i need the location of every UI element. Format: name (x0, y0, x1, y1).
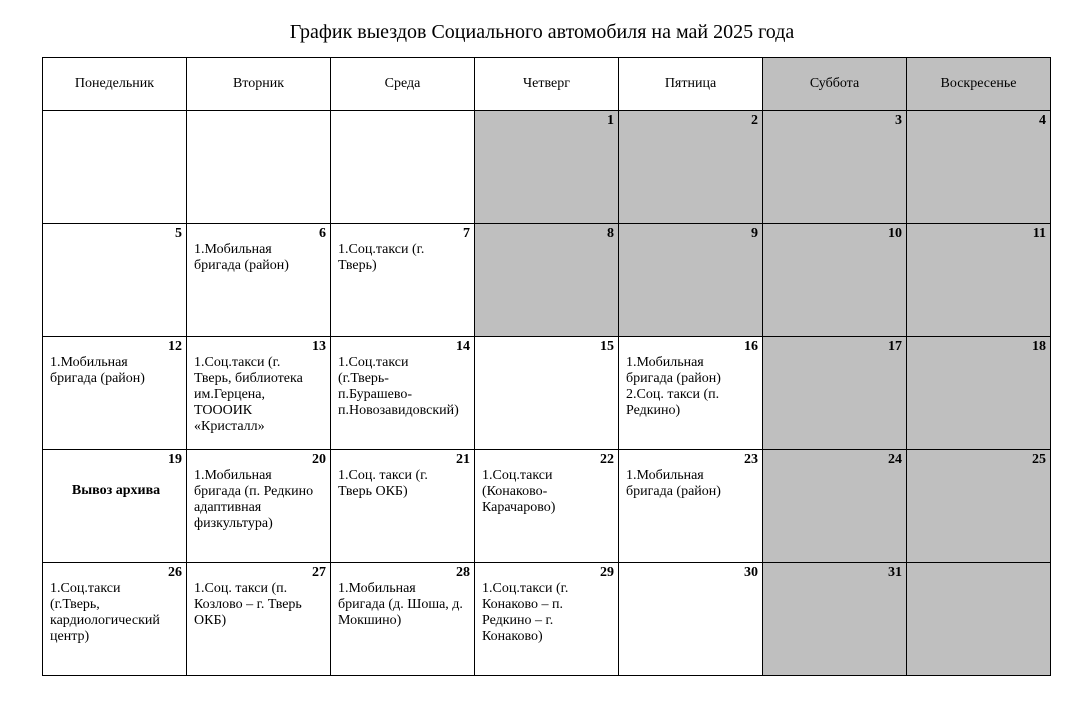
weekday-header-tuesday: Вторник (187, 58, 331, 111)
day-note (907, 128, 1050, 129)
day-cell (43, 563, 187, 676)
day-number: 26 (168, 565, 182, 580)
day-cell (763, 563, 907, 676)
day-number: 19 (168, 452, 182, 467)
day-cell (763, 224, 907, 337)
calendar-body (43, 111, 1051, 676)
day-number: 7 (463, 226, 470, 241)
day-note: Вывоз архива (71, 483, 161, 498)
day-number: 14 (456, 339, 470, 354)
day-note (907, 580, 1050, 581)
day-cell (187, 224, 331, 337)
week-row (43, 111, 1051, 224)
day-note (331, 128, 474, 129)
day-cell (187, 450, 331, 563)
day-cell (331, 111, 475, 224)
day-note (907, 354, 1050, 355)
day-number: 27 (312, 565, 326, 580)
day-note (619, 580, 762, 581)
day-note: 1.Соц.такси (Конаково- Карачарово) (482, 468, 556, 515)
day-number: 22 (600, 452, 614, 467)
day-cell (187, 563, 331, 676)
day-cell (331, 450, 475, 563)
day-note: 1.Соц.такси (г.Тверь- п.Бурашево- п.Новозавидовский) (338, 355, 459, 418)
day-number: 31 (888, 565, 902, 580)
day-cell (763, 337, 907, 450)
day-number (907, 563, 1050, 580)
day-note (763, 580, 906, 581)
day-note: 1.Соц.такси (г. Тверь, библиотека им.Герцена, ТОООИК «Кристалл» (194, 355, 303, 434)
day-cell (907, 337, 1051, 450)
day-note (763, 467, 906, 468)
day-note: 1.Соц.такси (г.Тверь, кардиологический центр) (50, 581, 160, 644)
weekday-header-thursday: Четверг (475, 58, 619, 111)
day-note: 1.Мобильная бригада (район) (50, 355, 145, 386)
day-number (187, 111, 330, 128)
day-number: 12 (168, 339, 182, 354)
day-cell (187, 337, 331, 450)
day-number: 1 (607, 113, 614, 128)
day-note (763, 241, 906, 242)
day-cell (619, 450, 763, 563)
day-note (187, 128, 330, 129)
day-cell (907, 563, 1051, 676)
day-number: 20 (312, 452, 326, 467)
day-note (763, 128, 906, 129)
day-number: 18 (1032, 339, 1046, 354)
day-note: 1.Соц.такси (г. Конаково – п. Редкино – г. Конаково) (482, 581, 569, 644)
day-number: 17 (888, 339, 902, 354)
day-note (475, 354, 618, 355)
week-row (43, 450, 1051, 563)
day-number (43, 111, 186, 128)
week-row (43, 224, 1051, 337)
day-note (43, 241, 186, 242)
day-number: 28 (456, 565, 470, 580)
day-note: 1.Соц.такси (г. Тверь) (338, 242, 425, 273)
day-note: 1.Соц. такси (п. Козлово – г. Тверь ОКБ) (194, 581, 302, 628)
day-note (475, 128, 618, 129)
day-number: 10 (888, 226, 902, 241)
day-number: 30 (744, 565, 758, 580)
day-number: 4 (1039, 113, 1046, 128)
day-number: 5 (175, 226, 182, 241)
day-cell (475, 224, 619, 337)
week-row (43, 337, 1051, 450)
day-cell (475, 337, 619, 450)
day-cell (619, 111, 763, 224)
day-note: 1.Мобильная бригада (район) 2.Соц. такси (п. Редкино) (626, 355, 721, 418)
day-cell (331, 337, 475, 450)
day-note (475, 241, 618, 242)
day-cell (763, 111, 907, 224)
week-row (43, 563, 1051, 676)
day-number: 29 (600, 565, 614, 580)
weekday-header-row (43, 58, 1051, 111)
schedule-calendar (42, 57, 1051, 676)
day-cell (907, 224, 1051, 337)
day-note: 1.Мобильная бригада (д. Шоша, д. Мокшино) (338, 581, 463, 628)
day-number: 3 (895, 113, 902, 128)
day-number: 15 (600, 339, 614, 354)
day-number (331, 111, 474, 128)
day-cell (619, 563, 763, 676)
day-note: 1.Соц. такси (г. Тверь ОКБ) (338, 468, 428, 499)
day-cell (331, 224, 475, 337)
day-number: 23 (744, 452, 758, 467)
day-cell (331, 563, 475, 676)
day-number: 6 (319, 226, 326, 241)
day-note: 1.Мобильная бригада (район) (194, 242, 289, 273)
day-number: 11 (1032, 226, 1046, 241)
day-cell (619, 337, 763, 450)
day-note (907, 241, 1050, 242)
day-note (43, 128, 186, 129)
day-cell (43, 224, 187, 337)
day-note: 1.Мобильная бригада (п. Редкино адаптивная физкультура) (194, 468, 314, 531)
day-number: 25 (1032, 452, 1046, 467)
day-cell (475, 450, 619, 563)
day-cell (907, 111, 1051, 224)
weekday-header-friday: Пятница (619, 58, 763, 111)
day-number: 24 (888, 452, 902, 467)
day-number: 21 (456, 452, 470, 467)
page-title: График выездов Социального автомобиля на май 2025 года (289, 21, 795, 43)
day-note: 1.Мобильная бригада (район) (626, 468, 721, 499)
day-cell (43, 111, 187, 224)
weekday-header-monday: Понедельник (43, 58, 187, 111)
day-note (907, 467, 1050, 468)
day-note (763, 354, 906, 355)
day-number: 16 (744, 339, 758, 354)
day-number: 2 (751, 113, 758, 128)
day-cell (187, 111, 331, 224)
weekday-header-saturday: Суббота (763, 58, 907, 111)
day-cell (475, 563, 619, 676)
day-number: 13 (312, 339, 326, 354)
weekday-header-sunday: Воскресенье (907, 58, 1051, 111)
day-number: 9 (751, 226, 758, 241)
day-note (619, 241, 762, 242)
day-cell (43, 337, 187, 450)
day-cell (475, 111, 619, 224)
day-note (619, 128, 762, 129)
day-cell (619, 224, 763, 337)
day-cell (907, 450, 1051, 563)
weekday-header-wednesday: Среда (331, 58, 475, 111)
day-number: 8 (607, 226, 614, 241)
day-cell (43, 450, 187, 563)
day-cell (763, 450, 907, 563)
